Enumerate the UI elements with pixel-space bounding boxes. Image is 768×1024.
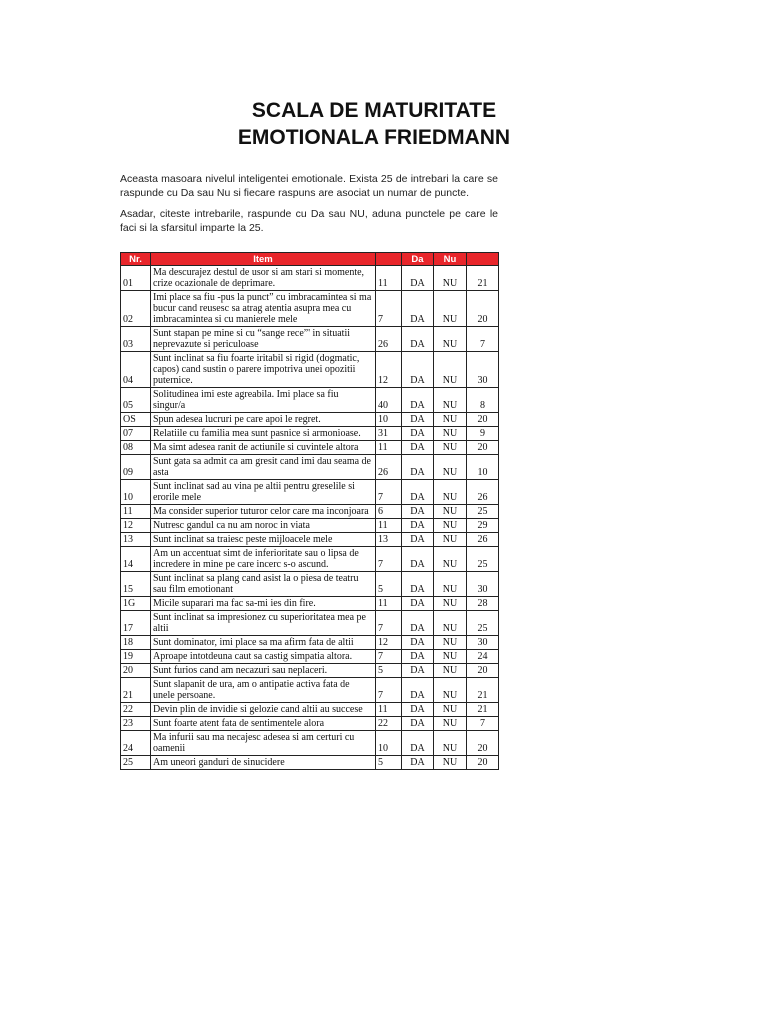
- row-number: 19: [121, 650, 151, 664]
- da-answer: DA: [402, 519, 434, 533]
- da-answer: DA: [402, 427, 434, 441]
- row-number: 02: [121, 291, 151, 327]
- table-row: [121, 731, 499, 756]
- da-points: 7: [376, 291, 402, 327]
- table-row: [121, 533, 499, 547]
- da-points: 26: [376, 327, 402, 352]
- da-points: 12: [376, 352, 402, 388]
- item-text: Micile suparari ma fac sa-mi ies din fire.: [151, 597, 376, 611]
- item-text: Am uneori ganduri de sinucidere: [151, 756, 376, 770]
- row-number: 15: [121, 572, 151, 597]
- item-text: Sunt gata sa admit ca am gresit cand imi dau seama de asta: [151, 455, 376, 480]
- da-answer: DA: [402, 717, 434, 731]
- nu-answer: NU: [434, 441, 467, 455]
- row-number: 12: [121, 519, 151, 533]
- da-points: 26: [376, 455, 402, 480]
- da-answer: DA: [402, 547, 434, 572]
- intro-paragraph: Aceasta masoara nivelul inteligentei emotionale. Exista 25 de intrebari la care se raspunde cu Da sau Nu si fiecare raspuns are asociat un numar de puncte.: [120, 173, 498, 199]
- row-number: 03: [121, 327, 151, 352]
- row-number: 1G: [121, 597, 151, 611]
- da-answer: DA: [402, 352, 434, 388]
- da-points: 11: [376, 597, 402, 611]
- table-row: [121, 455, 499, 480]
- da-answer: DA: [402, 291, 434, 327]
- table-row: [121, 636, 499, 650]
- da-answer: DA: [402, 388, 434, 413]
- item-text: Sunt inclinat sa fiu foarte iritabil si rigid (dogmatic, capos) cand sustin o parere impotriva unei opozitii puternice.: [151, 352, 376, 388]
- da-points: 7: [376, 611, 402, 636]
- item-text: Relatiile cu familia mea sunt pasnice si armonioase.: [151, 427, 376, 441]
- da-answer: DA: [402, 636, 434, 650]
- row-number: 11: [121, 505, 151, 519]
- table-row: [121, 505, 499, 519]
- nu-points: 29: [467, 519, 499, 533]
- row-number: 09: [121, 455, 151, 480]
- da-answer: DA: [402, 678, 434, 703]
- row-number: 23: [121, 717, 151, 731]
- row-number: 14: [121, 547, 151, 572]
- row-number: 05: [121, 388, 151, 413]
- da-answer: DA: [402, 731, 434, 756]
- questionnaire-table: [120, 252, 499, 770]
- nu-answer: NU: [434, 505, 467, 519]
- nu-answer: NU: [434, 327, 467, 352]
- nu-answer: NU: [434, 291, 467, 327]
- table-row: [121, 327, 499, 352]
- item-text: Aproape intotdeuna caut sa castig simpatia altora.: [151, 650, 376, 664]
- nu-points: 21: [467, 703, 499, 717]
- header-nu: Nu: [434, 253, 467, 266]
- da-answer: DA: [402, 533, 434, 547]
- row-number: 10: [121, 480, 151, 505]
- nu-answer: NU: [434, 678, 467, 703]
- da-answer: DA: [402, 480, 434, 505]
- nu-answer: NU: [434, 266, 467, 291]
- nu-answer: NU: [434, 519, 467, 533]
- da-answer: DA: [402, 664, 434, 678]
- nu-points: 20: [467, 756, 499, 770]
- row-number: OS: [121, 413, 151, 427]
- nu-points: 20: [467, 731, 499, 756]
- nu-points: 9: [467, 427, 499, 441]
- nu-answer: NU: [434, 533, 467, 547]
- nu-points: 21: [467, 678, 499, 703]
- item-text: Sunt foarte atent fata de sentimentele alora: [151, 717, 376, 731]
- da-points: 10: [376, 731, 402, 756]
- table-row: [121, 703, 499, 717]
- da-points: 22: [376, 717, 402, 731]
- table-row: [121, 388, 499, 413]
- item-text: Ma descurajez destul de usor si am stari si momente, crize ocazionale de deprimare.: [151, 266, 376, 291]
- da-answer: DA: [402, 756, 434, 770]
- nu-points: 30: [467, 572, 499, 597]
- row-number: 25: [121, 756, 151, 770]
- da-points: 7: [376, 678, 402, 703]
- item-text: Sunt slapanit de ura, am o antipatie activa fata de unele persoane.: [151, 678, 376, 703]
- nu-points: 7: [467, 717, 499, 731]
- item-text: Spun adesea lucruri pe care apoi le regret.: [151, 413, 376, 427]
- table-row: [121, 427, 499, 441]
- table-row: [121, 413, 499, 427]
- da-answer: DA: [402, 597, 434, 611]
- nu-answer: NU: [434, 455, 467, 480]
- title-line-2: EMOTIONALA FRIEDMANN: [237, 126, 511, 149]
- da-answer: DA: [402, 611, 434, 636]
- row-number: 08: [121, 441, 151, 455]
- nu-points: 10: [467, 455, 499, 480]
- table-row: [121, 441, 499, 455]
- nu-answer: NU: [434, 388, 467, 413]
- da-answer: DA: [402, 572, 434, 597]
- nu-answer: NU: [434, 756, 467, 770]
- row-number: 04: [121, 352, 151, 388]
- nu-points: 30: [467, 352, 499, 388]
- row-number: 24: [121, 731, 151, 756]
- row-number: 17: [121, 611, 151, 636]
- table-row: [121, 650, 499, 664]
- nu-points: 8: [467, 388, 499, 413]
- item-text: Sunt inclinat sa plang cand asist la o piesa de teatru sau film emotionant: [151, 572, 376, 597]
- item-text: Am un accentuat simt de inferioritate sau o lipsa de incredere in mine pe care incerc s-o ascund.: [151, 547, 376, 572]
- table-row: [121, 572, 499, 597]
- da-points: 7: [376, 650, 402, 664]
- da-points: 11: [376, 266, 402, 291]
- nu-points: 28: [467, 597, 499, 611]
- table-header-row: [121, 253, 499, 266]
- item-text: Sunt furios cand am necazuri sau neplaceri.: [151, 664, 376, 678]
- row-number: 13: [121, 533, 151, 547]
- nu-answer: NU: [434, 717, 467, 731]
- nu-answer: NU: [434, 597, 467, 611]
- table-row: [121, 266, 499, 291]
- page-title: [120, 97, 628, 151]
- row-number: 22: [121, 703, 151, 717]
- nu-points: 25: [467, 505, 499, 519]
- da-points: 12: [376, 636, 402, 650]
- nu-answer: NU: [434, 480, 467, 505]
- da-points: 10: [376, 413, 402, 427]
- table-row: [121, 352, 499, 388]
- table-row: [121, 547, 499, 572]
- da-answer: DA: [402, 650, 434, 664]
- da-points: 11: [376, 519, 402, 533]
- nu-points: 30: [467, 636, 499, 650]
- da-points: 31: [376, 427, 402, 441]
- da-points: 6: [376, 505, 402, 519]
- nu-points: 7: [467, 327, 499, 352]
- da-answer: DA: [402, 441, 434, 455]
- nu-points: 20: [467, 664, 499, 678]
- da-points: 5: [376, 572, 402, 597]
- nu-points: 21: [467, 266, 499, 291]
- table-row: [121, 717, 499, 731]
- table-row: [121, 756, 499, 770]
- da-answer: DA: [402, 327, 434, 352]
- item-text: Sunt stapan pe mine si cu “sange rece”' in situatii neprevazute si periculoase: [151, 327, 376, 352]
- nu-points: 20: [467, 413, 499, 427]
- da-answer: DA: [402, 266, 434, 291]
- table-row: [121, 291, 499, 327]
- nu-answer: NU: [434, 352, 467, 388]
- row-number: 21: [121, 678, 151, 703]
- header-da: Da: [402, 253, 434, 266]
- item-text: Sunt inclinat sa impresionez cu superioritatea mea pe altii: [151, 611, 376, 636]
- table-row: [121, 611, 499, 636]
- da-points: 5: [376, 664, 402, 678]
- title-line-1: SCALA DE MATURITATE: [251, 99, 497, 122]
- row-number: 20: [121, 664, 151, 678]
- item-text: Solitudinea imi este agreabila. Imi place sa fiu singur/a: [151, 388, 376, 413]
- row-number: 18: [121, 636, 151, 650]
- table-row: [121, 519, 499, 533]
- da-points: 5: [376, 756, 402, 770]
- da-answer: DA: [402, 703, 434, 717]
- item-text: Devin plin de invidie si gelozie cand altii au succese: [151, 703, 376, 717]
- nu-answer: NU: [434, 611, 467, 636]
- nu-answer: NU: [434, 650, 467, 664]
- header-da-points: [376, 253, 402, 266]
- item-text: Nutresc gandul ca nu am noroc in viata: [151, 519, 376, 533]
- item-text: Ma simt adesea ranit de actiunile si cuvintele altora: [151, 441, 376, 455]
- item-text: Sunt inclinat sa traiesc peste mijloacele mele: [151, 533, 376, 547]
- item-text: Ma infurii sau ma necajesc adesea si am certuri cu oamenii: [151, 731, 376, 756]
- nu-points: 26: [467, 480, 499, 505]
- item-text: Sunt inclinat sad au vina pe altii pentru greselile si erorile mele: [151, 480, 376, 505]
- nu-points: 25: [467, 547, 499, 572]
- nu-answer: NU: [434, 731, 467, 756]
- header-nr: Nr.: [121, 253, 151, 266]
- nu-points: 24: [467, 650, 499, 664]
- da-points: 40: [376, 388, 402, 413]
- da-points: 11: [376, 703, 402, 717]
- da-points: 11: [376, 441, 402, 455]
- da-answer: DA: [402, 455, 434, 480]
- da-answer: DA: [402, 413, 434, 427]
- da-points: 7: [376, 547, 402, 572]
- nu-answer: NU: [434, 664, 467, 678]
- da-points: 7: [376, 480, 402, 505]
- instructions-paragraph: Asadar, citeste intrebarile, raspunde cu Da sau NU, aduna punctele pe care le faci si la sfarsitul imparte la 25.: [120, 208, 498, 234]
- nu-points: 20: [467, 441, 499, 455]
- nu-points: 20: [467, 291, 499, 327]
- nu-points: 25: [467, 611, 499, 636]
- table-row: [121, 664, 499, 678]
- nu-answer: NU: [434, 413, 467, 427]
- header-item: Item: [151, 253, 376, 266]
- nu-points: 26: [467, 533, 499, 547]
- item-text: Sunt dominator, imi place sa ma afirm fata de altii: [151, 636, 376, 650]
- nu-answer: NU: [434, 427, 467, 441]
- nu-answer: NU: [434, 636, 467, 650]
- row-number: 01: [121, 266, 151, 291]
- nu-answer: NU: [434, 703, 467, 717]
- da-answer: DA: [402, 505, 434, 519]
- nu-answer: NU: [434, 547, 467, 572]
- table-row: [121, 597, 499, 611]
- item-text: Ma consider superior tuturor celor care ma inconjoara: [151, 505, 376, 519]
- table-row: [121, 480, 499, 505]
- row-number: 07: [121, 427, 151, 441]
- da-points: 13: [376, 533, 402, 547]
- nu-answer: NU: [434, 572, 467, 597]
- header-nu-points: [467, 253, 499, 266]
- table-row: [121, 678, 499, 703]
- item-text: Imi place sa fiu -pus la punct” cu imbracamintea si ma bucur cand reusesc sa atrag atentia asupra mea cu imbracamintea si cu manierele mele: [151, 291, 376, 327]
